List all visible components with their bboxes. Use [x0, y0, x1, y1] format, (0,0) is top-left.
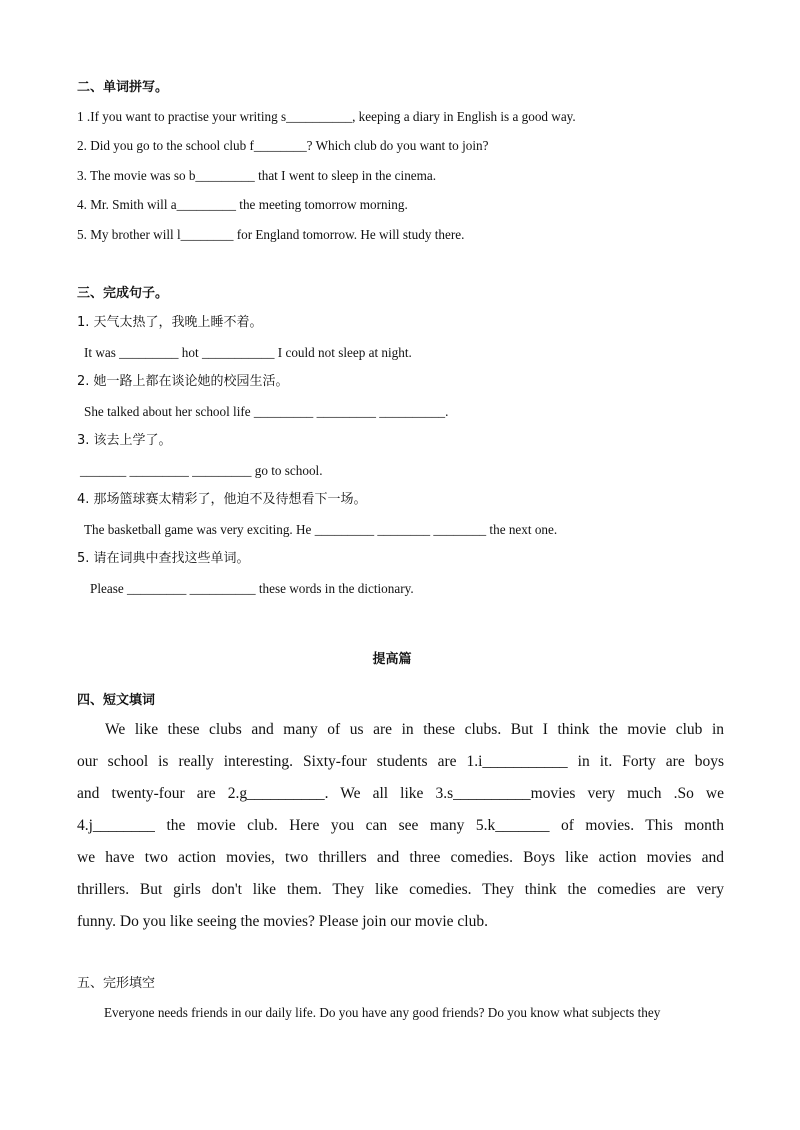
section3-item-2-en: She talked about her school life _________ _________ __________. [84, 404, 449, 419]
section3-item-3-en: _______ _________ _________ go to school. [80, 463, 323, 478]
section3-item-5-en: Please _________ __________ these words in the dictionary. [90, 581, 414, 596]
section3-item-4-zh: 4. 那场篮球赛太精彩了，他迫不及待想看下一场。 [77, 492, 367, 507]
section2-item-1: 1 .If you want to practise your writing s__________, keeping a diary in English is a good way. [77, 109, 576, 124]
section3-item-2-zh: 2. 她一路上都在谈论她的校园生活。 [77, 374, 289, 389]
passage-line-6: thrillers. But girls don't like them. They like comedies. They think the comedies are very [77, 881, 724, 898]
section3-item-1-en: It was _________ hot ___________ I could not sleep at night. [84, 345, 412, 360]
passage-line-4: 4.j________ the movie club. Here you can see many 5.k_______ of movies. This month [77, 817, 724, 834]
passage-line-2: our school is really interesting. Sixty-four students are 1.i___________ in it. Forty are boys [77, 753, 724, 770]
section2-item-5: 5. My brother will l________ for England tomorrow. He will study there. [77, 227, 465, 242]
section5-heading: 五、完形填空 [77, 976, 156, 991]
section3-heading: 三、完成句子。 [77, 286, 169, 301]
section3-item-5-zh: 5. 请在词典中查找这些单词。 [77, 551, 250, 566]
section2-item-3: 3. The movie was so b_________ that I went to sleep in the cinema. [77, 168, 437, 183]
passage-line-7: funny. Do you like seeing the movies? Please join our movie club. [77, 913, 488, 930]
section2-heading: 二、单词拼写。 [77, 80, 169, 95]
section2-item-2: 2. Did you go to the school club f________? Which club do you want to join? [77, 138, 489, 153]
section2-item-4: 4. Mr. Smith will a_________ the meeting tomorrow morning. [77, 197, 408, 212]
section4-heading: 四、短文填词 [77, 693, 156, 708]
section3-item-1-zh: 1. 天气太热了，我晚上睡不着。 [77, 315, 263, 330]
section5-line-1: Everyone needs friends in our daily life. Do you have any good friends? Do you know what subjects they [104, 1005, 661, 1020]
section3-item-4-en: The basketball game was very exciting. He _________ ________ ________ the next one. [84, 522, 558, 537]
passage-line-1: We like these clubs and many of us are in these clubs. But I think the movie club in [105, 721, 724, 738]
section4-passage [77, 714, 724, 938]
page-subtitle: 提高篇 [372, 652, 412, 667]
passage-line-3: and twenty-four are 2.g__________. We all like 3.s__________movies very much .So we [77, 785, 724, 802]
section3-item-3-zh: 3. 该去上学了。 [77, 433, 172, 448]
passage-line-5: we have two action movies, two thrillers and three comedies. Boys like action movies and [77, 849, 724, 866]
